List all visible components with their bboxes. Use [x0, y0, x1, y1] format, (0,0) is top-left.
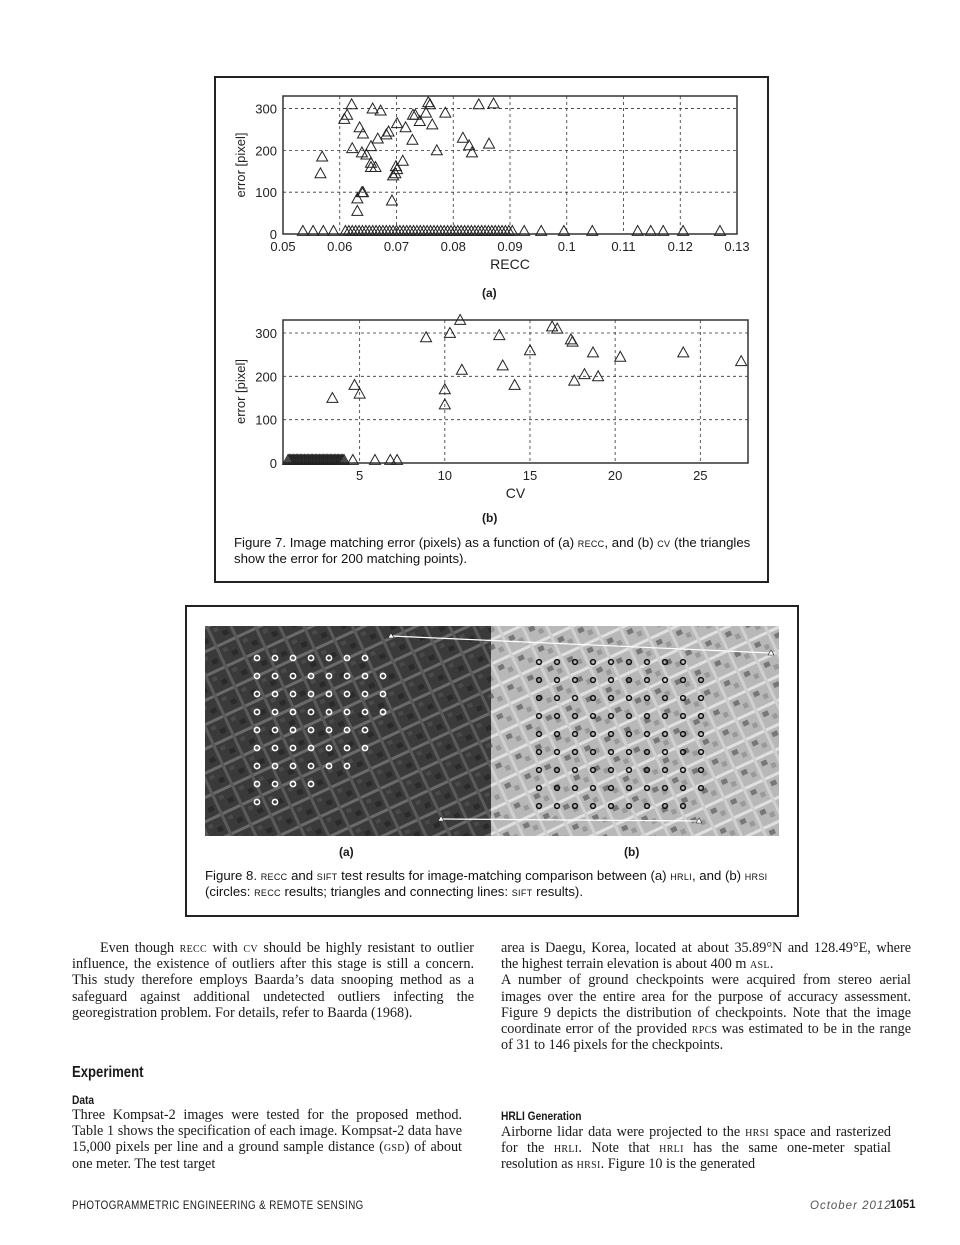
x-tick-label: 0.07	[383, 239, 410, 254]
hrli-image	[205, 626, 491, 836]
x-tick-label: 0.1	[557, 239, 576, 254]
left-column-para-1: Even though recc with cv should be highly resistant to outlier influence, the existence of outliers after this stage is still a concern. This study therefore employs Baarda’s data snooping method as a safeguard against additional undetected outliers infecting the georegistration problem. For details, refer to Baarda (1968).	[72, 940, 474, 1021]
section-heading-experiment: Experiment	[72, 1064, 144, 1081]
x-tick-label: 0.08	[440, 239, 466, 254]
x-tick-label: 0.09	[497, 239, 523, 254]
plot-frame	[283, 320, 748, 463]
figure-7a-label: (a)	[482, 286, 497, 300]
figure-7b-chart	[226, 310, 766, 510]
x-tick-label: 25	[693, 468, 708, 483]
subsection-heading-data: Data	[72, 1093, 95, 1107]
x-tick-label: 5	[356, 468, 364, 483]
footer-page-number: 1051	[890, 1199, 916, 1211]
y-tick-label: 200	[255, 369, 277, 385]
y-tick-label: 200	[255, 143, 277, 159]
figure-7a-chart	[226, 88, 766, 298]
footer-date: October 2012	[810, 1200, 892, 1212]
right-column-para-3: Airborne lidar data were projected to the hrsi space and rasterized for the hrli. Note that hrli has the same one-meter spatial resolution as hrsi. Figure 10 is the generated	[501, 1124, 891, 1173]
left-column-para-2: Three Kompsat-2 images were tested for the proposed method. Table 1 shows the specification of each image. Kompsat-2 data have 15,000 pixels per line and a ground sample distance (gsd) of about one meter. The test target	[72, 1107, 462, 1172]
figure-8a-label: (a)	[339, 845, 354, 859]
x-tick-label: 0.13	[724, 239, 750, 254]
x-tick-label: 15	[522, 468, 538, 483]
x-axis-label: RECC	[490, 256, 530, 272]
x-tick-label: 0.11	[611, 239, 636, 254]
figure-7b-label: (b)	[482, 511, 498, 525]
x-axis-label: CV	[505, 485, 526, 501]
hrsi-image	[491, 626, 779, 836]
figure-8b-label: (b)	[624, 845, 640, 859]
footer-journal-name: PHOTOGRAMMETRIC ENGINEERING & REMOTE SENSING	[72, 1200, 364, 1212]
x-tick-label: 20	[607, 468, 623, 483]
y-tick-label: 100	[255, 412, 277, 428]
y-tick-label: 300	[255, 101, 277, 117]
x-tick-label: 10	[437, 468, 453, 483]
figure-8-image-pair	[205, 626, 779, 836]
y-tick-label: 100	[255, 185, 277, 201]
y-axis-label: error [pixel]	[233, 358, 248, 425]
right-column-para-1: area is Daegu, Korea, located at about 35.89°N and 128.49°E, where the highest terrain elevation is about 400 m asl. A number of ground checkpoints were acquired from stereo aerial images over the entire area for the purpose of accuracy assessment. Figure 9 depicts the distribution of checkpoints. Note that the image coordinate error of the provided rpcs was estimated to be in the range of 31 to 146 pixels for the checkpoints.	[501, 940, 911, 1054]
figure-8-caption: Figure 8. recc and sift test results for image-matching comparison between (a) hrli, and (b) hrsi (circles: recc results; triangles and connecting lines: sift results).	[205, 868, 768, 899]
y-tick-label: 300	[255, 326, 277, 341]
subsection-heading-hrli-generation: HRLI Generation	[501, 1109, 582, 1123]
x-tick-label: 0.06	[327, 239, 353, 254]
y-tick-label: 0	[269, 227, 277, 242]
figure-7-caption: Figure 7. Image matching error (pixels) as a function of (a) recc, and (b) cv (the triangles show the error for 200 matching points).	[234, 535, 751, 566]
figure-7-caption-prefix: Figure 7.	[234, 535, 287, 550]
y-axis-label: error [pixel]	[233, 132, 248, 198]
y-tick-label: 0	[269, 456, 277, 471]
x-tick-label: 0.05	[270, 239, 296, 254]
x-tick-label: 0.12	[667, 239, 693, 254]
